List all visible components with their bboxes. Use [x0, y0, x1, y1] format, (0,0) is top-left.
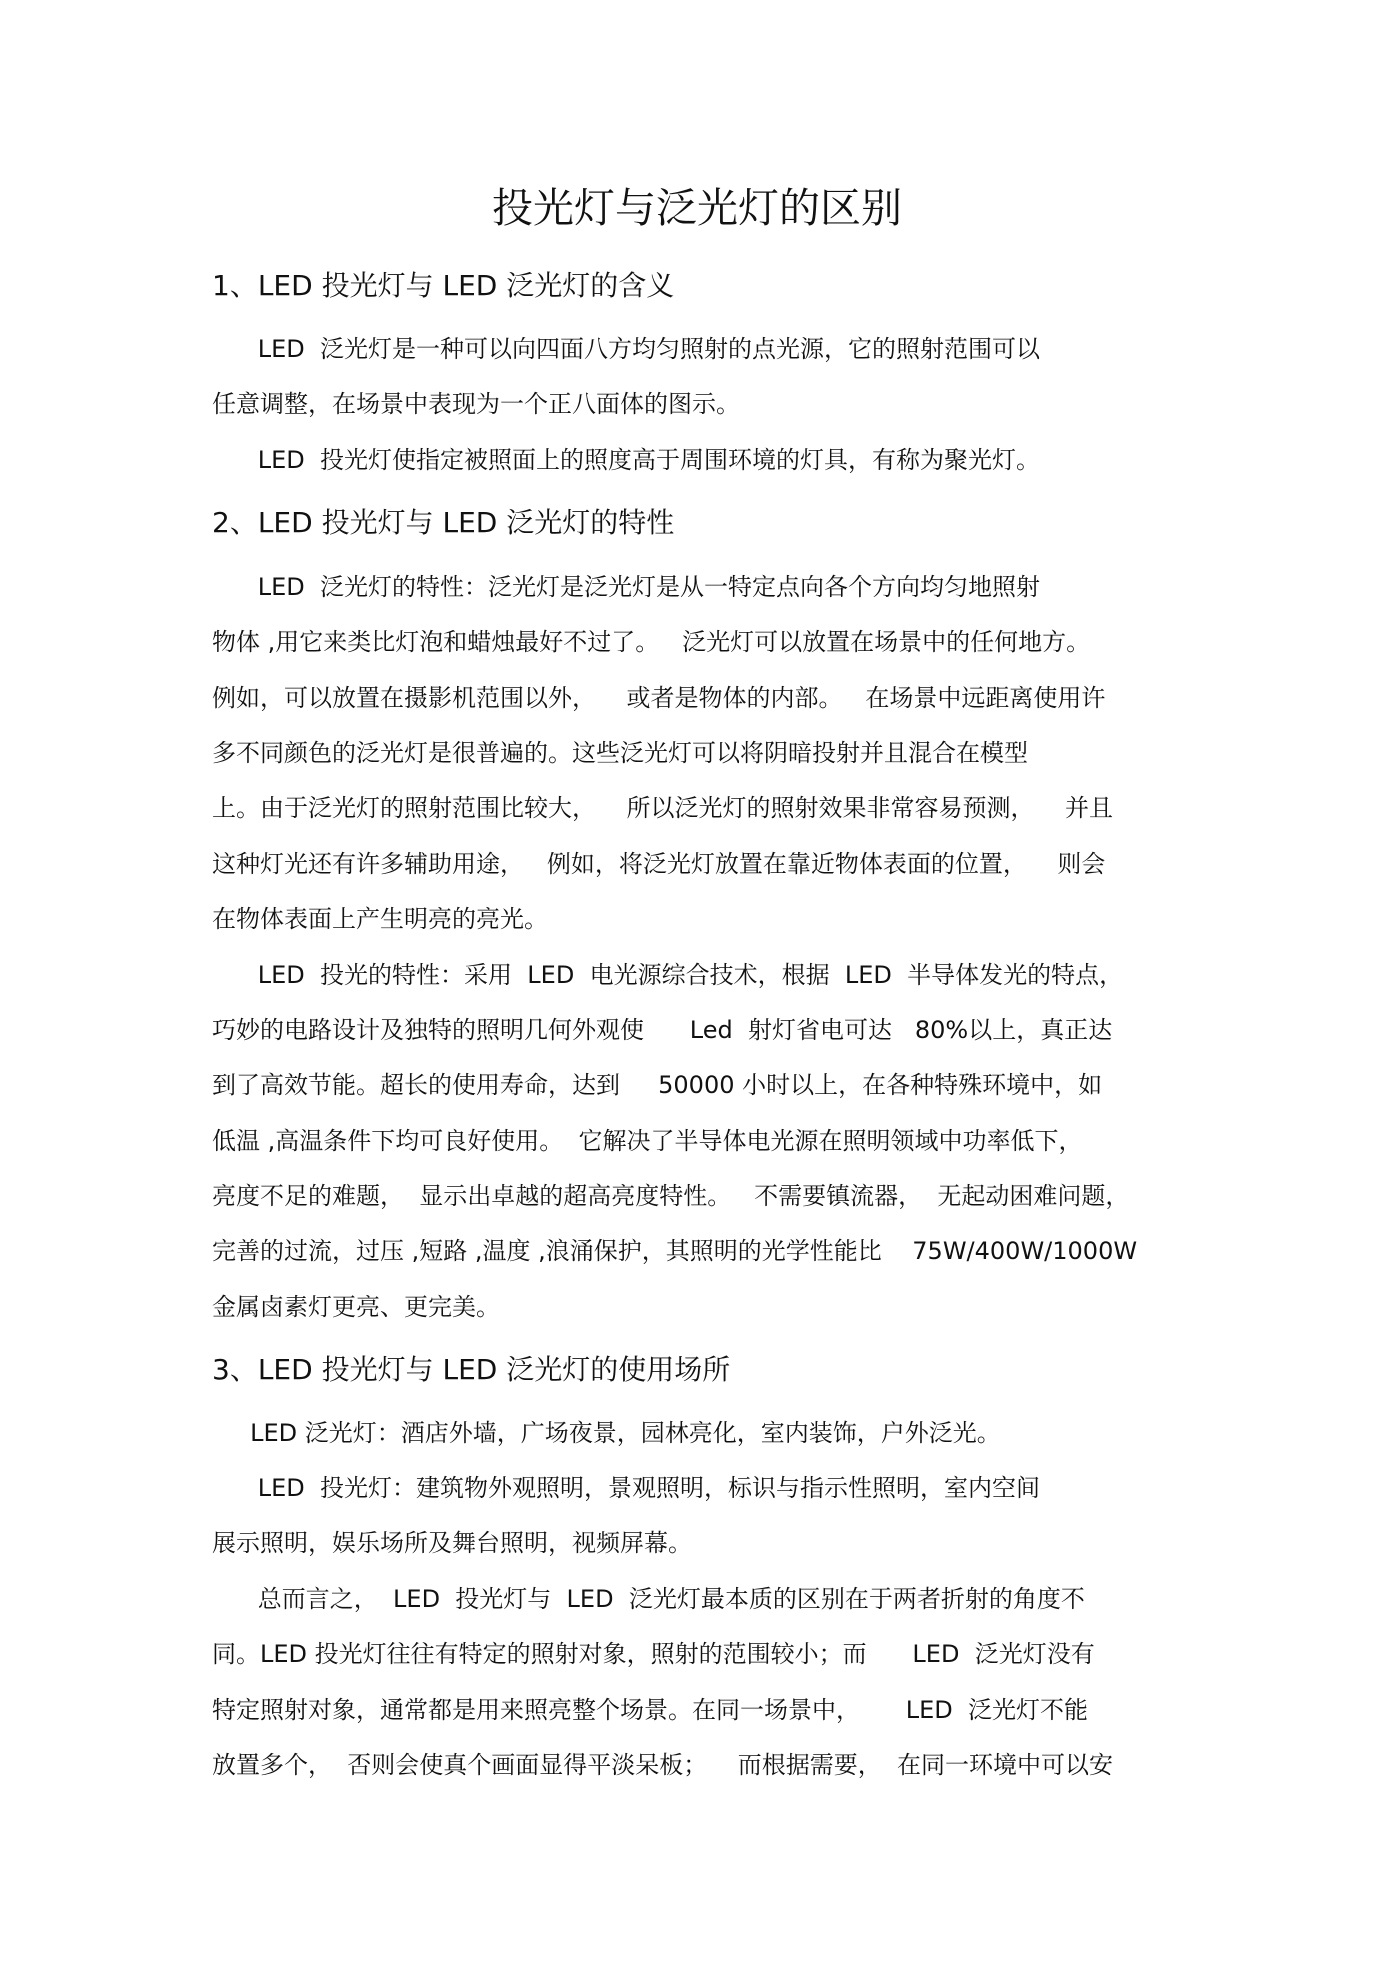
paragraph-line: 这种灯光还有许多辅助用途， 例如，将泛光灯放置在靠近物体表面的位置， 则会: [212, 850, 1106, 878]
paragraph-line: 完善的过流，过压 ,短路 ,温度 ,浪涌保护，其照明的光学性能比 75W/400W/1000W: [212, 1237, 1138, 1265]
paragraph-line: LED 泛光灯：酒店外墙，广场夜景，园林亮化，室内装饰，户外泛光。: [212, 1419, 1001, 1447]
section-heading-features: 2、LED 投光灯与 LED 泛光灯的特性: [212, 506, 675, 539]
section-heading-meaning: 1、LED 投光灯与 LED 泛光灯的含义: [212, 269, 675, 302]
paragraph-line: LED 泛光灯的特性：泛光灯是泛光灯是从一特定点向各个方向均匀地照射: [212, 573, 1041, 601]
paragraph-line: LED 投光灯使指定被照面上的照度高于周围环境的灯具，有称为聚光灯。: [212, 446, 1041, 474]
paragraph-line: 放置多个， 否则会使真个画面显得平淡呆板； 而根据需要， 在同一环境中可以安: [212, 1751, 1114, 1779]
paragraph-line: 展示照明，娱乐场所及舞台照明，视频屏幕。: [212, 1529, 692, 1557]
paragraph-line: 同。LED 投光灯往往有特定的照射对象，照射的范围较小；而 LED 泛光灯没有: [212, 1640, 1095, 1668]
paragraph-line: 上。由于泛光灯的照射范围比较大， 所以泛光灯的照射效果非常容易预测， 并且: [212, 794, 1114, 822]
paragraph-line: 巧妙的电路设计及独特的照明几何外观使 Led 射灯省电可达 80%以上，真正达: [212, 1016, 1113, 1044]
page-title: 投光灯与泛光灯的区别: [492, 184, 902, 232]
paragraph-line: LED 投光的特性：采用 LED 电光源综合技术，根据 LED 半导体发光的特点，: [212, 961, 1124, 989]
paragraph-line: 特定照射对象，通常都是用来照亮整个场景。在同一场景中， LED 泛光灯不能: [212, 1696, 1089, 1724]
section-heading-usage: 3、LED 投光灯与 LED 泛光灯的使用场所: [212, 1353, 731, 1386]
paragraph-line: 在物体表面上产生明亮的亮光。: [212, 905, 548, 933]
paragraph-line: 任意调整，在场景中表现为一个正八面体的图示。: [212, 390, 740, 418]
paragraph-line: 总而言之， LED 投光灯与 LED 泛光灯最本质的区别在于两者折射的角度不: [212, 1585, 1085, 1613]
paragraph-line: LED 泛光灯是一种可以向四面八方均匀照射的点光源，它的照射范围可以: [212, 335, 1041, 363]
paragraph-line: 亮度不足的难题， 显示出卓越的超高亮度特性。 不需要镇流器， 无起动困难问题，: [212, 1182, 1130, 1210]
paragraph-line: 物体 ,用它来类比灯泡和蜡烛最好不过了。 泛光灯可以放置在场景中的任何地方。: [212, 628, 1091, 656]
paragraph-line: LED 投光灯：建筑物外观照明，景观照明，标识与指示性照明，室内空间: [212, 1474, 1041, 1502]
paragraph-line: 多不同颜色的泛光灯是很普遍的。这些泛光灯可以将阴暗投射并且混合在模型: [212, 739, 1028, 767]
paragraph-line: 到了高效节能。超长的使用寿命，达到 50000 小时以上，在各种特殊环境中，如: [212, 1071, 1103, 1099]
paragraph-line: 低温 ,高温条件下均可良好使用。 它解决了半导体电光源在照明领域中功率低下，: [212, 1127, 1083, 1155]
paragraph-line: 金属卤素灯更亮、更完美。: [212, 1293, 500, 1321]
paragraph-line: 例如，可以放置在摄影机范围以外， 或者是物体的内部。 在场景中远距离使用许: [212, 684, 1106, 712]
